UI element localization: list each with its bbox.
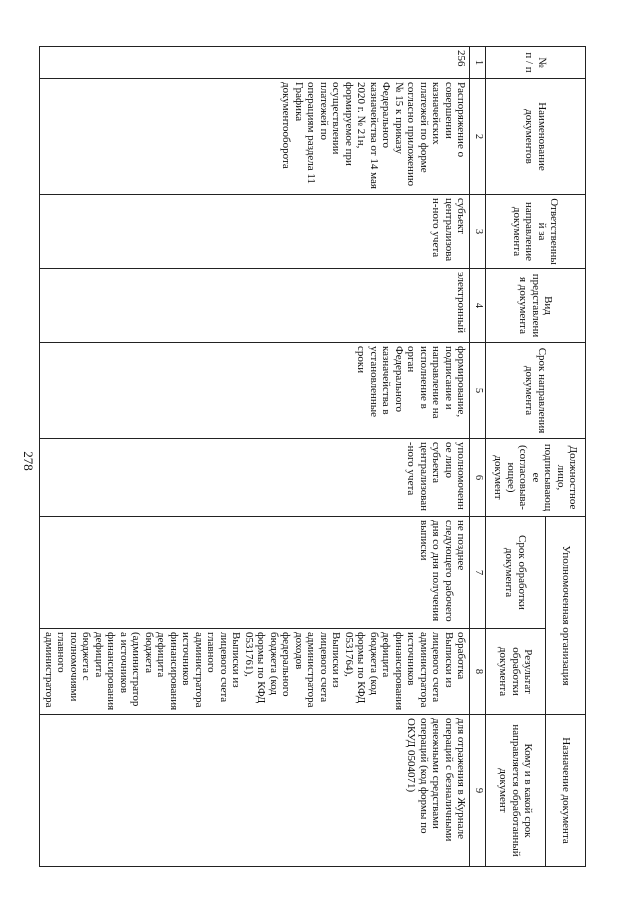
- col-number: 9: [470, 715, 486, 867]
- responsible-party: субъект централизован-ного учета: [40, 195, 470, 269]
- signing-official: уполномоченное лицо субъекта централизован-ного учета: [40, 439, 470, 517]
- table-row: [40, 47, 470, 867]
- header-form: Вид представления документа: [486, 269, 586, 343]
- header-result: Результат обработки документа: [486, 629, 546, 715]
- col-number: 5: [470, 343, 486, 439]
- col-number: 4: [470, 269, 486, 343]
- document-flow-table: [40, 46, 587, 867]
- header-name: Наименование документов: [486, 79, 586, 195]
- col-number: 7: [470, 517, 486, 629]
- header-deadline: Срок направления документа: [486, 343, 586, 439]
- processing-time: не позднее следующего рабочего дня со дня получения выписки: [40, 517, 470, 629]
- header-recipient: Кому и в какой срок направляется обработанный документ: [486, 715, 546, 867]
- col-number: 2: [470, 79, 486, 195]
- submission-deadline: формирование, подписание и направление на исполнение в орган Федерального казначейства в установленные сроки: [40, 343, 470, 439]
- rotated-table-container: [43, 46, 586, 866]
- header-processing-time: Срок обработки документа: [486, 517, 546, 629]
- col-number: 8: [470, 629, 486, 715]
- presentation-form: электронный: [40, 269, 470, 343]
- document-name: Распоряжение о совершении казначейских платежей по форме согласно приложению № 15 к приказу Федерального казначейства от 14 мая 2020 г. № 21н, формируемое при осуществлении платежей по операциям раздела 11 Графика документооборота: [40, 79, 470, 195]
- col-number: 1: [470, 47, 486, 79]
- header-authorized-org: Уполномоченная организация: [546, 517, 586, 715]
- row-number: 256: [40, 47, 470, 79]
- document-recipient: для отражения в Журнале операций с безналичными денежными средствами операций (код формы по ОКУД 0504071): [40, 715, 470, 867]
- header-purpose: Назначение документа: [546, 715, 586, 867]
- header-num: № п / п: [486, 47, 586, 79]
- column-number-row: [470, 47, 486, 867]
- header-official: Должностное лицо, подписывающее (согласовыва-ющее) документ: [486, 439, 586, 517]
- col-number: 3: [470, 195, 486, 269]
- page-number: 278: [21, 451, 36, 471]
- header-responsible: Ответственный за направление документа: [486, 195, 586, 269]
- col-number: 6: [470, 439, 486, 517]
- processing-result: обработка Выписки из лицевого счета администратора источников финансирования дефицита бюджета (код формы по КФД 0531764), Выписки из лицевого счета администратора доходов федерального бюджета (код формы по КФД 0531761), Выписки из лицевого счета главного администратора источников финансирования дефицита бюджета (администратора источников финансирования дефицита бюджета с полномочиями главного администратора: [40, 629, 470, 715]
